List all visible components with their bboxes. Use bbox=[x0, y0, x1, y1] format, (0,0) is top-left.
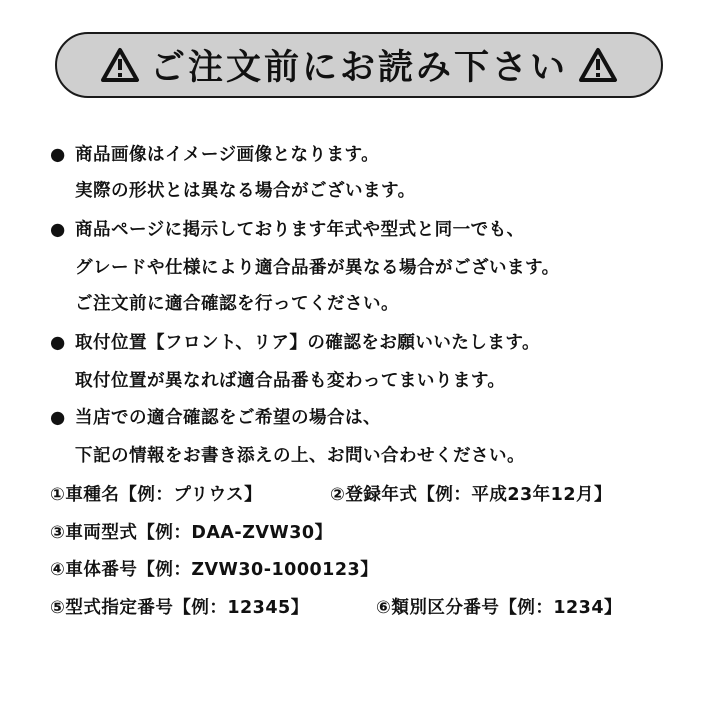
note-line: ● 当店での適合確認をご希望の場合は、 bbox=[50, 408, 381, 428]
notice-banner bbox=[55, 32, 663, 98]
bullet: ● bbox=[50, 408, 66, 428]
warning-triangle-icon bbox=[578, 47, 618, 83]
field-vehicle-model-code: ③車両型式【例：DAA-ZVW30】 bbox=[50, 523, 333, 543]
note-line: 取付位置が異なれば適合品番も変わってまいります。 bbox=[75, 371, 506, 391]
note-line: 実際の形状とは異なる場合がございます。 bbox=[75, 181, 416, 201]
banner-title: ご注文前にお読み下さい bbox=[149, 48, 568, 88]
field-registration-year: ②登録年式【例：平成23年12月】 bbox=[330, 485, 613, 505]
note-line: ● 取付位置【フロント、リア】の確認をお願いいたします。 bbox=[50, 333, 541, 353]
note-line: グレードや仕様により適合品番が異なる場合がございます。 bbox=[75, 258, 560, 278]
field-chassis-number: ④車体番号【例：ZVW30-1000123】 bbox=[50, 560, 379, 580]
note-line: ● 商品画像はイメージ画像となります。 bbox=[50, 145, 380, 165]
note-line: ● 商品ページに掲示しております年式や型式と同一でも、 bbox=[50, 220, 525, 240]
warning-triangle-icon bbox=[100, 47, 140, 83]
field-category-number: ⑥類別区分番号【例：1234】 bbox=[376, 598, 623, 618]
note-line: 下記の情報をお書き添えの上、お問い合わせください。 bbox=[75, 446, 525, 466]
note-line: ご注文前に適合確認を行ってください。 bbox=[75, 294, 399, 314]
field-car-model: ①車種名【例：プリウス】 bbox=[50, 485, 263, 505]
bullet: ● bbox=[50, 220, 66, 240]
bullet: ● bbox=[50, 333, 66, 353]
bullet: ● bbox=[50, 145, 66, 165]
field-type-designation-number: ⑤型式指定番号【例：12345】 bbox=[50, 598, 309, 618]
